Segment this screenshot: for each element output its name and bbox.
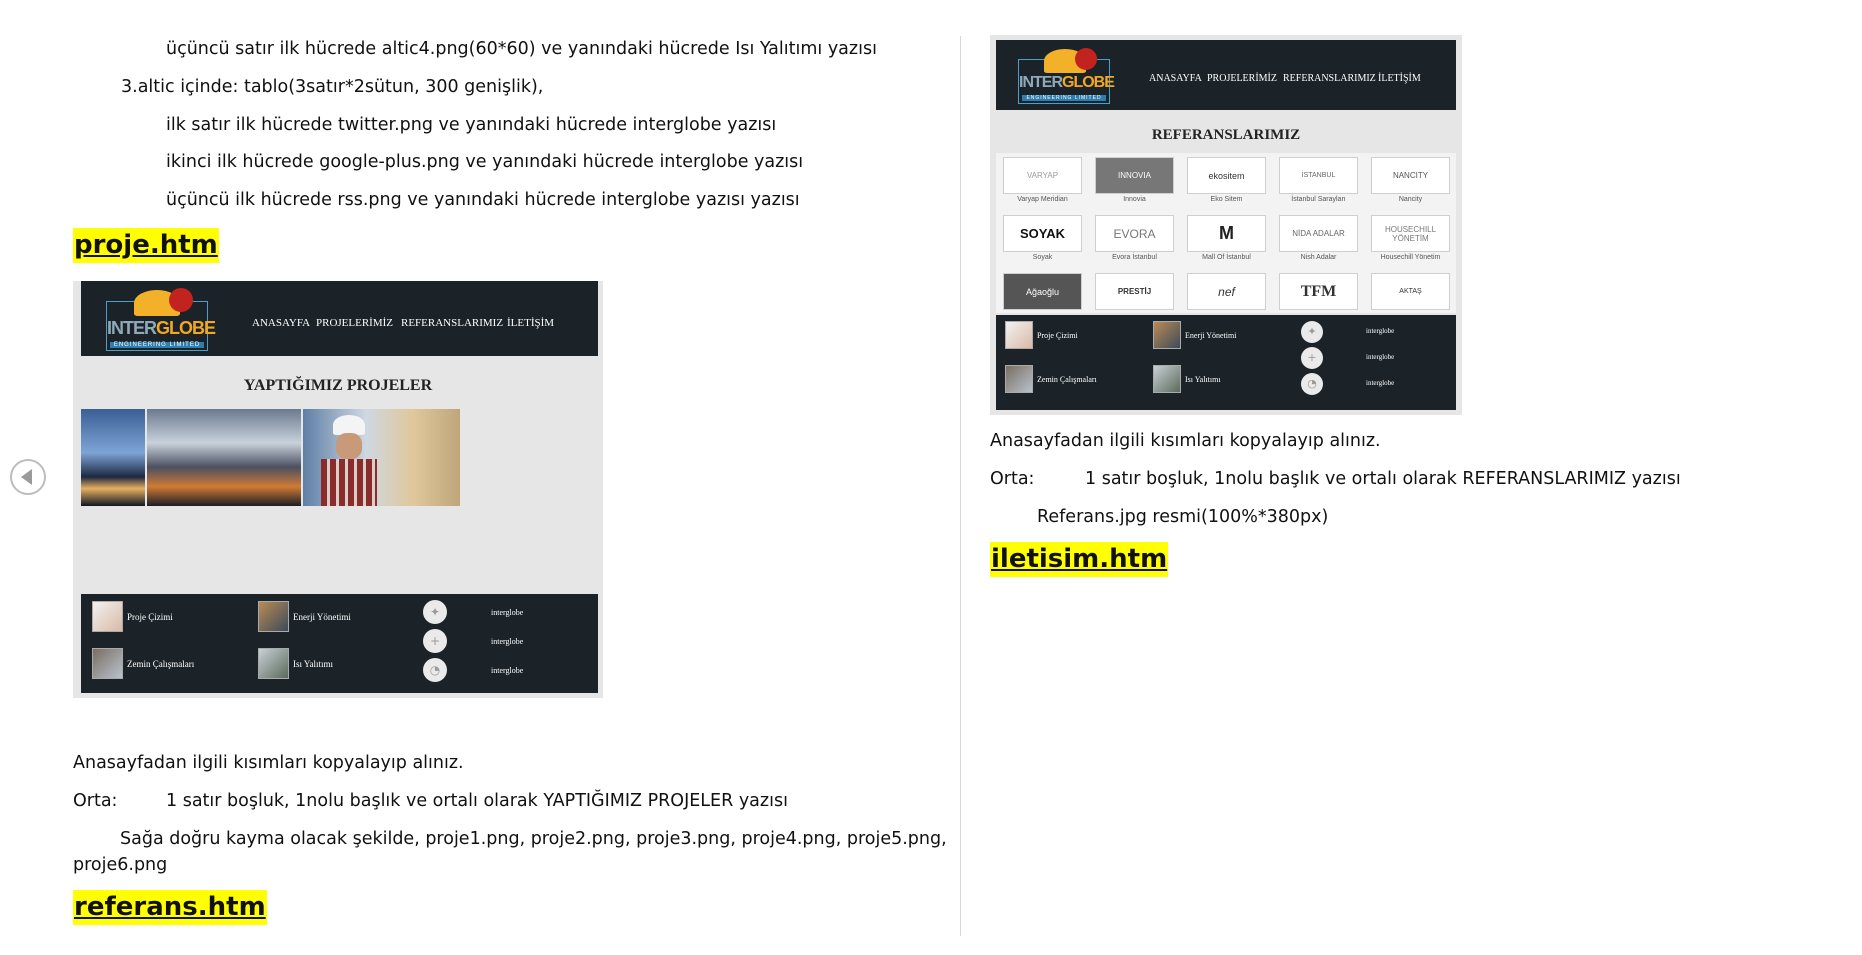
ref-logo-caption: Nancity	[1398, 196, 1423, 203]
worker-shirt-shape	[321, 459, 377, 506]
logo-subtitle: ENGINEERING LIMITED	[110, 342, 204, 348]
footer-label: Zemin Çalışmaları	[1037, 375, 1097, 384]
site-footer	[996, 315, 1456, 410]
doc-line: 1 satır boşluk, 1nolu başlık ve ortalı olarak YAPTIĞIMIZ PROJELER yazısı	[166, 791, 788, 811]
ref-logo-cell: İSTANBUL	[1279, 157, 1358, 194]
footer-label: Enerji Yönetimi	[1185, 331, 1237, 340]
ref-logo-caption: Varyap Meridian	[1017, 196, 1068, 203]
ref-logo-caption: Innovia	[1123, 196, 1146, 203]
ref-logo-cell: HOUSECHILL YÖNETİM	[1371, 215, 1450, 252]
thumb-proje-cizimi	[1005, 321, 1033, 349]
google-plus-icon[interactable]: +	[1301, 347, 1323, 369]
ref-logo-cell: Ağaoğlu	[1003, 273, 1082, 310]
ref-logo-cell: PRESTİJ	[1095, 273, 1174, 310]
worker-face-shape	[336, 433, 362, 459]
project-photo-city	[147, 409, 301, 506]
referans-screenshot	[990, 35, 1462, 415]
thumb-enerji	[258, 601, 289, 632]
thumb-enerji	[1153, 321, 1181, 349]
logo-word-globe: GLOBE	[156, 318, 216, 338]
ref-logo-cell: INNOVIA	[1095, 157, 1174, 194]
nav-item-referanslarimiz[interactable]: REFERANSLARIMIZ	[1283, 73, 1376, 84]
ref-logo-cell: NİDA ADALAR	[1279, 215, 1358, 252]
doc-line-orta-label: Orta:	[73, 791, 118, 811]
footer-label: Isı Yalıtımı	[293, 659, 334, 669]
footer-label: Zemin Çalışmaları	[127, 659, 195, 669]
section-title: YAPTIĞIMIZ PROJELER	[243, 377, 433, 394]
footer-label: Isı Yalıtımı	[1185, 375, 1221, 384]
doc-line: 1 satır boşluk, 1nolu başlık ve ortalı olarak REFERANSLARIMIZ yazısı	[1085, 469, 1681, 489]
gear-icon	[1075, 48, 1097, 70]
doc-line: Referans.jpg resmi(100%*380px)	[1037, 507, 1329, 527]
footer-link[interactable]: interglobe	[1366, 353, 1395, 361]
reference-logo-grid	[996, 153, 1456, 313]
proje-screenshot	[73, 281, 603, 698]
site-footer	[81, 594, 598, 693]
site-header	[81, 281, 598, 356]
heading-referans: referans.htm	[73, 890, 267, 925]
nav-item-iletisim[interactable]: İLETİŞİM	[1378, 73, 1421, 84]
doc-line-orta-label: Orta:	[990, 469, 1035, 489]
footer-label: Proje Çizimi	[1037, 331, 1078, 340]
doc-line: Anasayfadan ilgili kısımları kopyalayıp alınız.	[73, 753, 464, 773]
doc-line: ikinci ilk hücrede google-plus.png ve yanındaki hücrede interglobe yazısı	[166, 152, 804, 172]
footer-link[interactable]: interglobe	[491, 637, 524, 646]
twitter-icon[interactable]: ✦	[423, 600, 447, 624]
site-logo	[1018, 59, 1114, 104]
ref-logo-cell: TFM	[1279, 273, 1358, 310]
gear-icon	[169, 288, 193, 312]
doc-line: üçüncü satır ilk hücrede altic4.png(60*60) ve yanındaki hücrede Isı Yalıtımı yazısı	[166, 39, 877, 59]
previous-page-button[interactable]	[10, 459, 46, 495]
logo-wordmark	[1019, 74, 1114, 92]
ref-logo-caption: Evora İstanbul	[1112, 254, 1157, 261]
ref-logo-cell: VARYAP	[1003, 157, 1082, 194]
doc-line: proje6.png	[73, 855, 168, 875]
ref-logo-cell: M	[1187, 215, 1266, 252]
ref-logo-cell: nef	[1187, 273, 1266, 310]
thumb-zemin	[92, 648, 123, 679]
logo-wordmark	[107, 318, 216, 339]
thumb-zemin	[1005, 365, 1033, 393]
nav-item-projelerimiz[interactable]: PROJELERİMİZ	[1207, 73, 1277, 84]
footer-label: Enerji Yönetimi	[293, 612, 351, 622]
page-divider	[960, 36, 961, 936]
section-title: REFERANSLARIMIZ	[1151, 127, 1301, 143]
ref-logo-cell: EVORA	[1095, 215, 1174, 252]
rss-icon[interactable]: ◔	[423, 658, 447, 682]
project-photo-bridge	[81, 409, 145, 506]
footer-label: Proje Çizimi	[127, 612, 173, 622]
nav-item-iletisim[interactable]: İLETİŞİM	[507, 317, 555, 329]
ref-logo-caption: Housechill Yönetim	[1380, 254, 1441, 261]
worker-helmet-shape	[333, 415, 365, 435]
ref-logo-cell: ekositem	[1187, 157, 1266, 194]
heading-iletisim: iletisim.htm	[990, 542, 1168, 577]
nav-item-referanslarimiz[interactable]: REFERANSLARIMIZ	[401, 317, 504, 329]
logo-word-inter: INTER	[107, 318, 156, 338]
nav-item-anasayfa[interactable]: ANASAYFA	[252, 317, 311, 329]
site-logo	[106, 301, 216, 351]
doc-line: üçüncü ilk hücrede rss.png ve yanındaki hücrede interglobe yazısı yazısı	[166, 190, 800, 210]
project-photo-worker	[303, 409, 460, 506]
logo-word-inter: INTER	[1019, 74, 1062, 91]
footer-link[interactable]: interglobe	[1366, 327, 1395, 335]
doc-line: ilk satır ilk hücrede twitter.png ve yanındaki hücrede interglobe yazısı	[166, 115, 777, 135]
arrow-left-icon	[21, 469, 32, 485]
doc-line: Sağa doğru kayma olacak şekilde, proje1.png, proje2.png, proje3.png, proje4.png, proje5.png,	[120, 829, 947, 849]
ref-logo-cell: AKTAŞ	[1371, 273, 1450, 310]
logo-subtitle: ENGINEERING LIMITED	[1022, 95, 1106, 101]
nav-item-anasayfa[interactable]: ANASAYFA	[1149, 73, 1202, 84]
ref-logo-caption: Mall Of İstanbul	[1202, 254, 1251, 261]
doc-line: Anasayfadan ilgili kısımları kopyalayıp alınız.	[990, 431, 1381, 451]
footer-link[interactable]: interglobe	[491, 666, 524, 675]
ref-logo-caption: İstanbul Sarayları	[1291, 196, 1346, 203]
ref-logo-caption: Soyak	[1032, 254, 1053, 261]
thumb-proje-cizimi	[92, 601, 123, 632]
rss-icon[interactable]: ◔	[1301, 373, 1323, 395]
twitter-icon[interactable]: ✦	[1301, 321, 1323, 343]
doc-line: 3.altic içinde: tablo(3satır*2sütun, 300 genişlik),	[121, 77, 544, 97]
footer-link[interactable]: interglobe	[491, 608, 524, 617]
footer-link[interactable]: interglobe	[1366, 379, 1395, 387]
site-header	[996, 40, 1456, 110]
logo-word-globe: GLOBE	[1062, 74, 1114, 91]
ref-logo-caption: Nish Adalar	[1300, 254, 1337, 261]
nav-item-projelerimiz[interactable]: PROJELERİMİZ	[316, 317, 393, 329]
thumb-isi	[1153, 365, 1181, 393]
ref-logo-caption: Eko Sitem	[1210, 196, 1243, 203]
ref-logo-cell: SOYAK	[1003, 215, 1082, 252]
google-plus-icon[interactable]: +	[423, 629, 447, 653]
ref-logo-cell: NANCITY	[1371, 157, 1450, 194]
heading-proje: proje.htm	[73, 228, 219, 263]
thumb-isi	[258, 648, 289, 679]
